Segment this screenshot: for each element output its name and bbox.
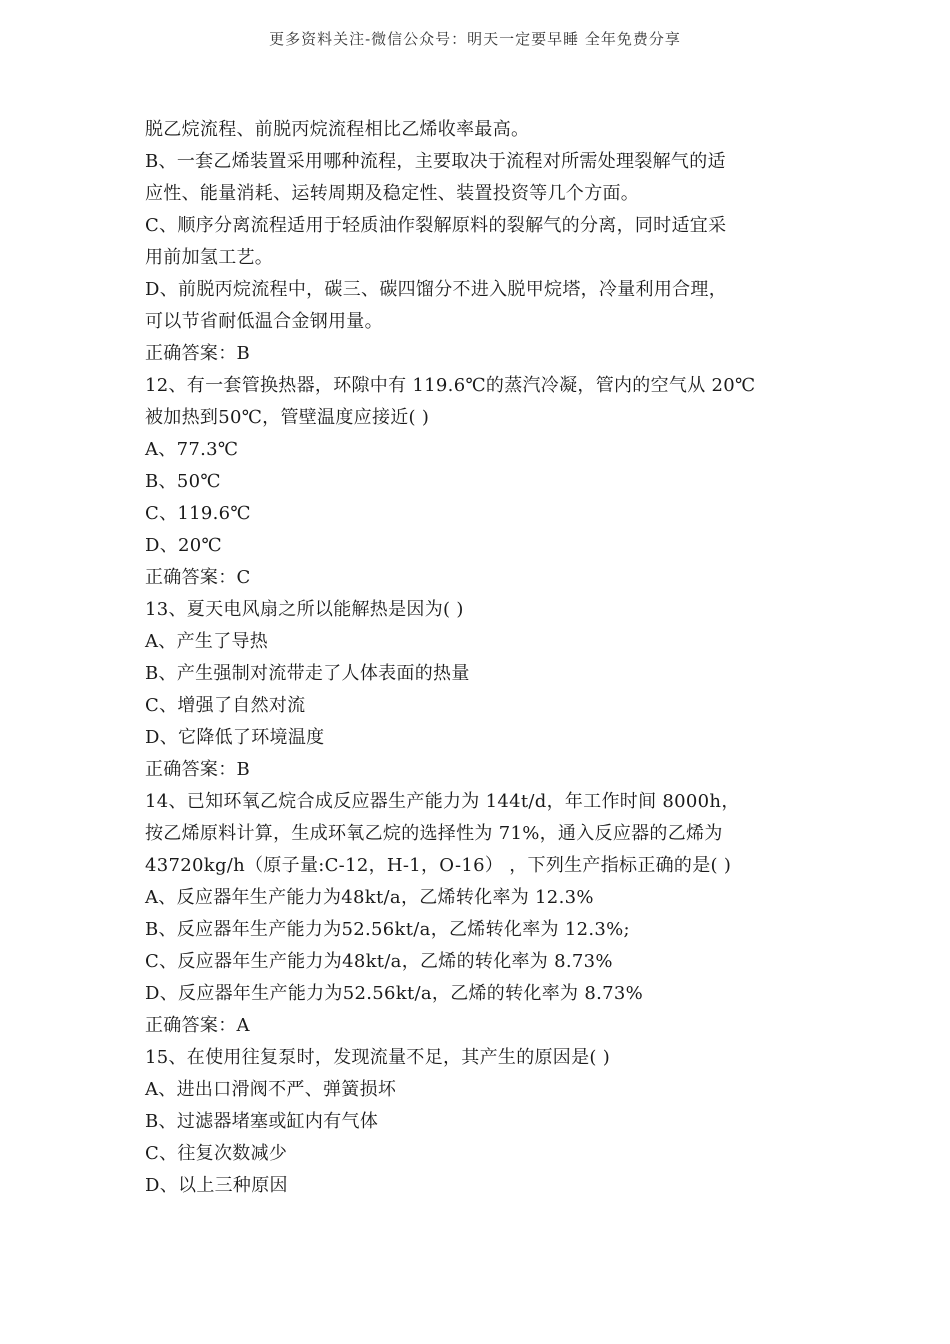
option-line: B、50℃ (145, 471, 221, 492)
answer-line: 正确答案：B (145, 759, 251, 780)
option-line: D、以上三种原因 (145, 1175, 288, 1196)
text-line: 应性、能量消耗、运转周期及稳定性、装置投资等几个方面。 (145, 183, 640, 204)
answer-line: 正确答案：C (145, 567, 251, 588)
option-line: C、增强了自然对流 (145, 695, 306, 716)
page-header: 更多资料关注-微信公众号：明天一定要早睡 全年免费分享 (269, 30, 681, 48)
option-line: B、反应器年生产能力为52.56kt/a，乙烯转化率为 12.3%; (145, 919, 630, 940)
option-line: B、产生强制对流带走了人体表面的热量 (145, 663, 470, 684)
option-line: D、20℃ (145, 535, 222, 556)
option-line: C、反应器年生产能力为48kt/a，乙烯的转化率为 8.73% (145, 951, 613, 972)
option-line: C、119.6℃ (145, 503, 251, 524)
option-line: C、往复次数减少 (145, 1143, 288, 1164)
question-line: 12、有一套管换热器，环隙中有 119.6℃的蒸汽冷凝，管内的空气从 20℃ (145, 375, 756, 396)
text-line: 用前加氢工艺。 (145, 247, 274, 268)
option-line: D、反应器年生产能力为52.56kt/a，乙烯的转化率为 8.73% (145, 983, 643, 1004)
question-line: 13、夏天电风扇之所以能解热是因为( ) (145, 599, 464, 620)
option-line: A、77.3℃ (145, 439, 239, 460)
question-line: 被加热到50℃，管壁温度应接近( ) (145, 407, 430, 428)
option-line: D、它降低了环境温度 (145, 727, 325, 748)
text-line: 可以节省耐低温合金钢用量。 (145, 311, 383, 332)
question-line: 43720kg/h（原子量:C-12，H-1，O-16） ，下列生产指标正确的是( ) (145, 855, 732, 876)
question-line: 14、已知环氧乙烷合成反应器生产能力为 144t/d，年工作时间 8000h， (145, 791, 740, 812)
option-line: A、进出口滑阀不严、弹簧损坏 (145, 1079, 397, 1100)
answer-line: 正确答案：A (145, 1015, 250, 1036)
answer-line: 正确答案：B (145, 343, 251, 364)
text-line: C、顺序分离流程适用于轻质油作裂解原料的裂解气的分离，同时适宜采 (145, 215, 727, 236)
option-line: B、过滤器堵塞或缸内有气体 (145, 1111, 379, 1132)
option-line: A、反应器年生产能力为48kt/a，乙烯转化率为 12.3% (145, 887, 594, 908)
text-line: B、一套乙烯装置采用哪种流程，主要取决于流程对所需处理裂解气的适 (145, 151, 726, 172)
option-line: A、产生了导热 (145, 631, 269, 652)
text-line: 脱乙烷流程、前脱丙烷流程相比乙烯收率最高。 (145, 119, 530, 140)
text-line: D、前脱丙烷流程中，碳三、碳四馏分不进入脱甲烷塔，冷量利用合理， (145, 279, 728, 300)
document-body (145, 114, 835, 1202)
question-line: 15、在使用往复泵时，发现流量不足，其产生的原因是( ) (145, 1047, 611, 1068)
question-line: 按乙烯原料计算，生成环氧乙烷的选择性为 71%，通入反应器的乙烯为 (145, 823, 723, 844)
